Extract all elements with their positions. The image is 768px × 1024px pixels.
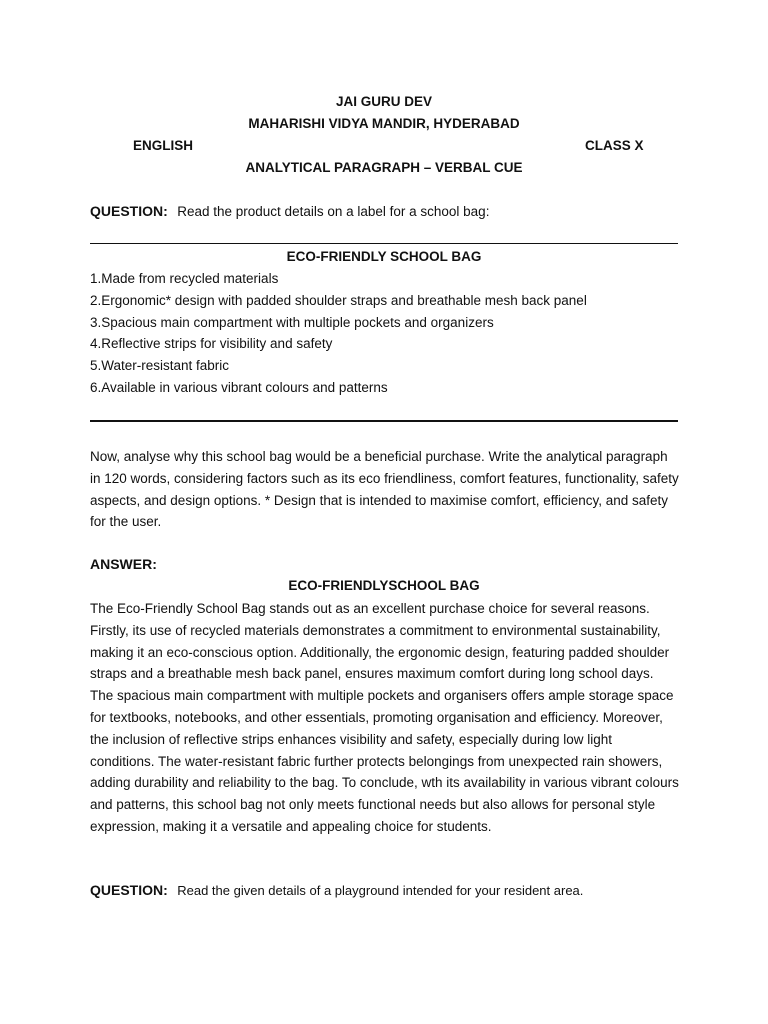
list-item: 5.Water-resistant fabric bbox=[90, 358, 230, 374]
question-label: QUESTION: bbox=[90, 203, 168, 219]
label-bottom-rule bbox=[90, 420, 678, 422]
answer-label: ANSWER: bbox=[90, 556, 157, 572]
header-invocation: JAI GURU DEV bbox=[335, 94, 433, 109]
topic-title: ANALYTICAL PARAGRAPH – VERBAL CUE bbox=[245, 160, 523, 175]
list-item: 3.Spacious main compartment with multiple pockets and organizers bbox=[90, 314, 494, 330]
subject-label: ENGLISH bbox=[133, 138, 194, 153]
list-item: 2.Ergonomic* design with padded shoulder straps and breathable mesh back panel bbox=[90, 292, 587, 308]
list-item: 6.Available in various vibrant colours and patterns bbox=[90, 379, 388, 395]
question-text: Read the given details of a playground intended for your resident area. bbox=[177, 883, 584, 898]
label-title: ECO-FRIENDLY SCHOOL BAG bbox=[286, 249, 482, 264]
list-item: 1.Made from recycled materials bbox=[90, 271, 279, 286]
question-label: QUESTION: bbox=[90, 882, 168, 898]
product-details-list bbox=[90, 268, 587, 399]
answer-paragraph: The Eco-Friendly School Bag stands out as an excellent purchase choice for several reasons. Firstly, its use of recycled materials demonstrates a commitment to environmental sustainability, making it an eco-conscious option. Additionally, the ergonomic design, featuring padded shoulder straps and a breathable mesh back panel, ensures maximum comfort during long school days. The spacious main compartment with multiple pockets and organisers offers ample storage space for textbooks, notebooks, and other essentials, promoting organisation and efficiency. Moreover, the inclusion of reflective strips enhances visibility and safety, especially during low light conditions. The water-resistant fabric further protects belongings from unexpected rain showers, adding durability and reliability to the bag. To conclude, wth its availability in various vibrant colours and patterns, this school bag not only meets functional needs but also allows for personal style expression, making it a versatile and appealing choice for students. bbox=[90, 601, 679, 834]
label-top-rule bbox=[90, 243, 678, 244]
list-item: 4.Reflective strips for visibility and safety bbox=[90, 336, 333, 352]
question-1 bbox=[90, 203, 489, 221]
question-text: Read the product details on a label for a school bag: bbox=[177, 204, 490, 219]
instruction-paragraph: Now, analyse why this school bag would be a beneficial purchase. Write the analytical paragraph in 120 words, considering factors such as its eco friendliness, comfort features, functionality, safety aspects, and design options. * Design that is intended to maximise comfort, efficiency, and safety for the user. bbox=[90, 449, 679, 530]
question-2 bbox=[90, 882, 583, 900]
class-label: CLASS X bbox=[585, 138, 644, 153]
school-name: MAHARISHI VIDYA MANDIR, HYDERABAD bbox=[248, 116, 520, 131]
answer-title: ECO-FRIENDLYSCHOOL BAG bbox=[288, 578, 480, 593]
